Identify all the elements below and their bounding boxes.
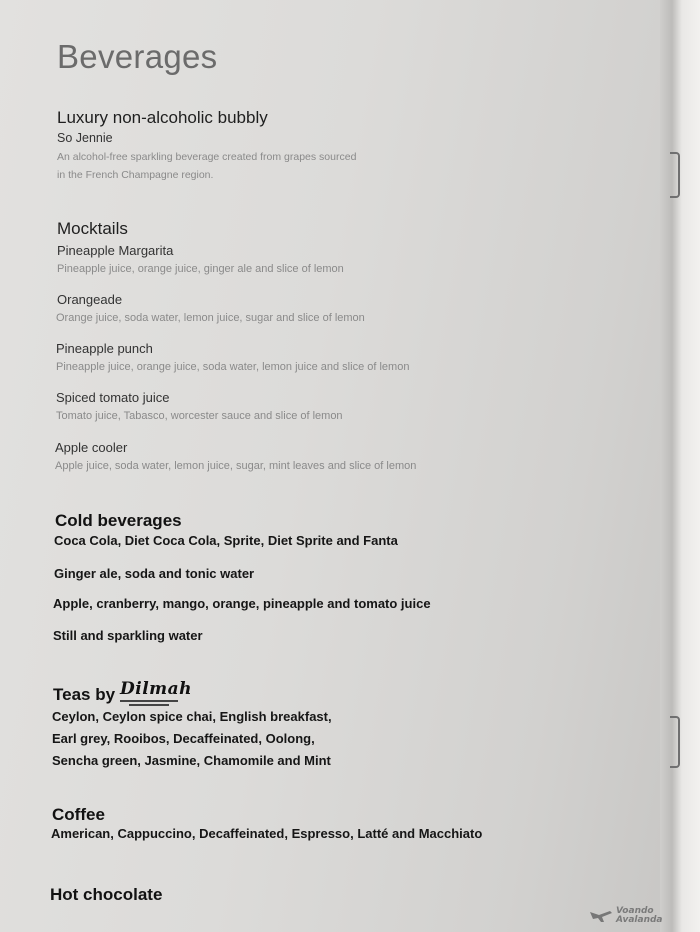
mocktail-desc: Tomato juice, Tabasco, worcester sauce and slice of lemon [56,410,343,422]
cold-beverages-heading: Cold beverages [55,511,182,530]
mocktail-name: Pineapple punch [56,341,153,356]
bubbly-desc-line1: An alcohol-free sparkling beverage created from grapes sourced [57,151,357,163]
mocktail-name: Spiced tomato juice [56,390,170,405]
cold-beverages-line: Ginger ale, soda and tonic water [54,566,255,581]
plane-icon [590,910,612,922]
watermark-line: Voando [616,906,654,916]
staple [670,152,680,198]
mocktail-desc: Apple juice, soda water, lemon juice, sugar, mint leaves and slice of lemon [55,460,417,472]
menu-title: Beverages [57,38,218,75]
cold-beverages-line: Coca Cola, Diet Coca Cola, Sprite, Diet Sprite and Fanta [54,533,398,548]
bubbly-name: So Jennie [57,131,113,145]
coffee-line: American, Cappuccino, Decaffeinated, Espresso, Latté and Macchiato [51,826,483,841]
teas-line: Sencha green, Jasmine, Chamomile and Mint [52,753,331,768]
watermark-line: Avalanda [616,915,663,925]
staple [670,716,680,768]
logo-tagline-mark [120,700,178,702]
teas-heading: Teas by [53,685,116,704]
mocktail-name: Apple cooler [55,440,128,455]
mocktails-heading: Mocktails [57,219,128,238]
dilmah-logo [120,679,193,708]
mocktail-desc: Pineapple juice, orange juice, soda water, lemon juice and slice of lemon [56,361,410,373]
watermark-text [616,907,663,925]
dilmah-wordmark: Dilmah [120,679,193,699]
bubbly-desc-line2: in the French Champagne region. [57,169,214,181]
teas-list [52,706,332,772]
bubbly-heading: Luxury non-alcoholic bubbly [57,108,268,127]
mocktail-desc: Orange juice, soda water, lemon juice, sugar and slice of lemon [56,312,365,324]
mocktail-name: Orangeade [57,292,123,307]
coffee-heading: Coffee [52,805,105,824]
teas-line: Ceylon, Ceylon spice chai, English breakfast, [52,709,332,724]
watermark [590,906,682,928]
teas-line: Earl grey, Rooibos, Decaffeinated, Oolong, [52,731,315,746]
mocktail-name: Pineapple Margarita [57,243,174,258]
mocktail-desc: Pineapple juice, orange juice, ginger ale and slice of lemon [57,263,344,275]
hot-chocolate-heading: Hot chocolate [50,885,163,904]
cold-beverages-line: Still and sparkling water [53,628,203,643]
page-edge [660,0,700,932]
cold-beverages-line: Apple, cranberry, mango, orange, pineapple and tomato juice [53,596,431,611]
